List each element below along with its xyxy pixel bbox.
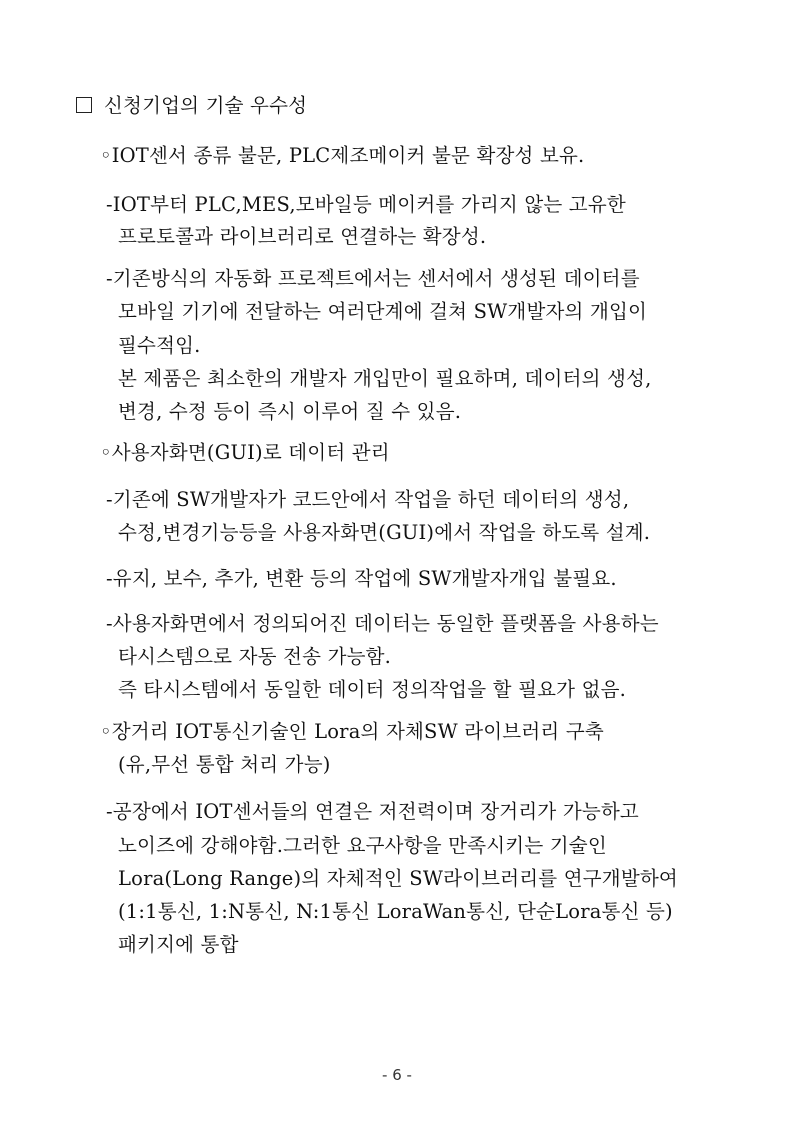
paragraph-line: 수정,변경기능등을 사용자화면(GUI)에서 작업을 하도록 설계. <box>118 521 651 544</box>
paragraph-line: -기존에 SW개발자가 코드안에서 작업을 하던 데이터의 생성, <box>106 488 630 511</box>
paragraph-line: 필수적임. <box>118 334 201 357</box>
paragraph-line: -기존방식의 자동화 프로젝트에서는 센서에서 생성된 데이터를 <box>106 267 640 290</box>
page-number: - 6 - <box>382 1066 412 1084</box>
bullet-lora-library: ◦장거리 IOT통신기술인 Lora의 자체SW 라이브러리 구축 <box>100 720 604 743</box>
paragraph-line: 모바일 기기에 전달하는 여러단계에 걸쳐 SW개발자의 개입이 <box>118 300 648 323</box>
paragraph-line: Lora(Long Range)의 자체적인 SW라이브러리를 연구개발하여 <box>118 867 678 890</box>
checkbox-icon <box>76 97 92 113</box>
paragraph-line: -공장에서 IOT센서들의 연결은 저전력이며 장거리가 가능하고 <box>106 800 639 823</box>
paragraph-line: 즉 타시스템에서 동일한 데이터 정의작업을 할 필요가 없음. <box>118 678 627 701</box>
bullet-extensibility: ◦IOT센서 종류 불문, PLC제조메이커 불문 확장성 보유. <box>100 144 585 167</box>
section-heading <box>76 93 307 119</box>
paragraph-line: 패키지에 통합 <box>118 933 239 956</box>
paragraph-line: 프로토콜과 라이브러리로 연결하는 확장성. <box>118 225 487 248</box>
paragraph-line: 변경, 수정 등이 즉시 이루어 질 수 있음. <box>118 400 462 423</box>
section-title: 신청기업의 기술 우수성 <box>104 94 308 117</box>
paragraph-line: (1:1통신, 1:N통신, N:1통신 LoraWan통신, 단순Lora통신 등) <box>118 900 673 923</box>
paragraph-line: -IOT부터 PLC,MES,모바일등 메이커를 가리지 않는 고유한 <box>106 193 626 216</box>
paragraph-line: 노이즈에 강해야함.그러한 요구사항을 만족시키는 기술인 <box>118 834 607 857</box>
paragraph-line: 본 제품은 최소한의 개발자 개입만이 필요하며, 데이터의 생성, <box>118 367 652 390</box>
bullet-gui-data-management: ◦사용자화면(GUI)로 데이터 관리 <box>100 441 390 464</box>
paragraph-line: 타시스템으로 자동 전송 가능함. <box>118 645 392 668</box>
paragraph-line: (유,무선 통합 처리 가능) <box>118 753 331 776</box>
paragraph-line: -사용자화면에서 정의되어진 데이터는 동일한 플랫폼을 사용하는 <box>106 612 659 635</box>
paragraph-line: -유지, 보수, 추가, 변환 등의 작업에 SW개발자개입 불필요. <box>106 567 617 590</box>
